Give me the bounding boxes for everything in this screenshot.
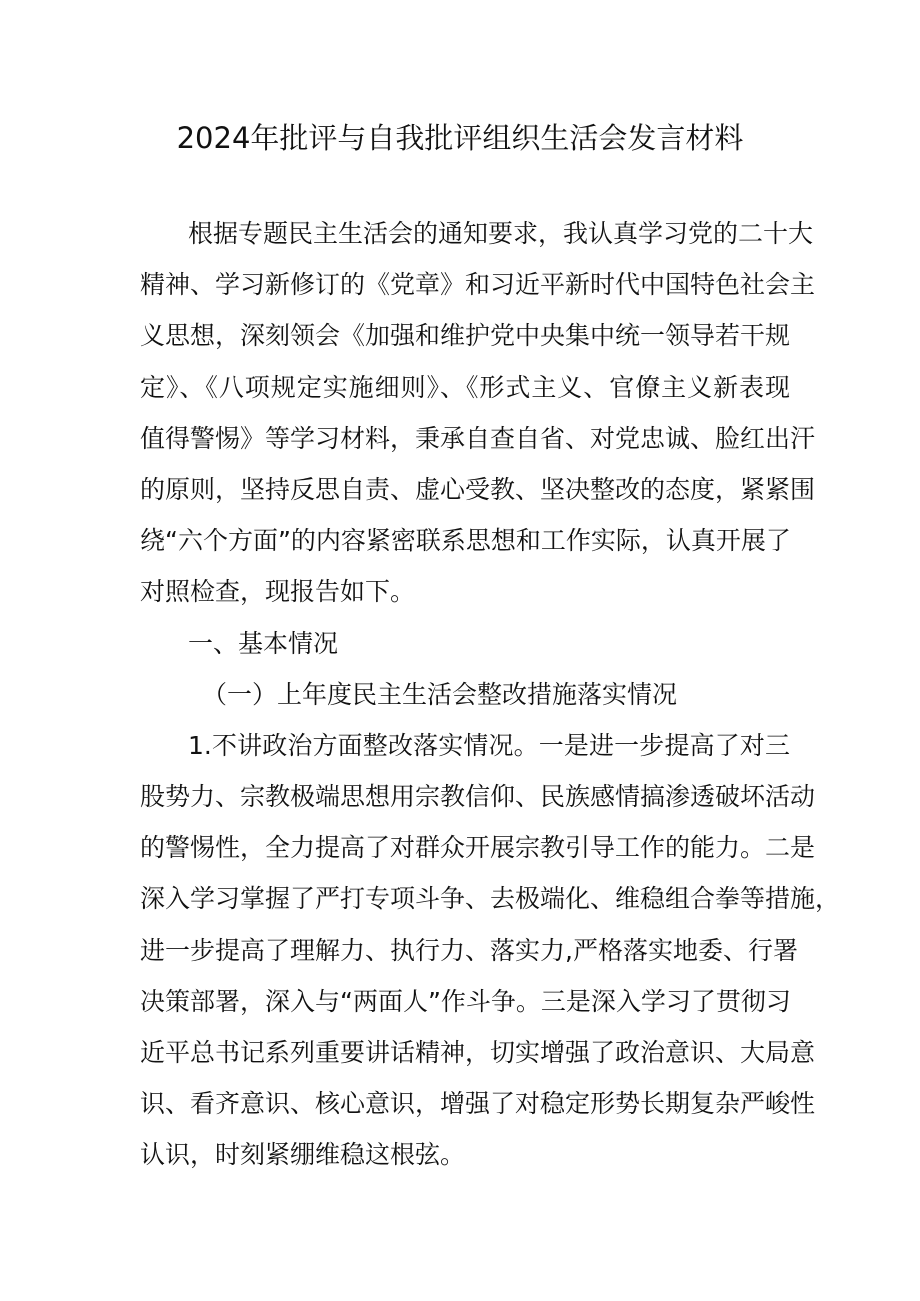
paragraph-line: 认识，时刻紧绷维稳这根弦。 — [140, 1140, 466, 1170]
paragraph-line: 精神、学习新修订的《党章》和习近平新时代中国特色社会主 — [140, 270, 816, 300]
paragraph-line: 进一步提高了理解力、执行力、落实力,严格落实地委、行署 — [140, 935, 798, 965]
paragraph-line: 股势力、宗教极端思想用宗教信仰、民族感情搞渗透破坏活动 — [140, 782, 816, 812]
paragraph-line: 的原则，坚持反思自责、虚心受教、坚决整改的态度，紧紧围 — [140, 474, 816, 504]
paragraph-line: 根据专题民主生活会的通知要求，我认真学习党的二十大 — [188, 219, 814, 248]
paragraph-line: 对照检查，现报告如下。 — [140, 577, 416, 607]
paragraph-line: 的警惕性，全力提高了对群众开展宗教引导工作的能力。二是 — [140, 833, 816, 863]
paragraph-line: 绕“六个方面”的内容紧密联系思想和工作实际，认真开展了 — [140, 526, 791, 556]
paragraph-line: 义思想，深刻领会《加强和维护党中央集中统一领导若干规 — [140, 321, 791, 351]
paragraph-line: 近平总书记系列重要讲话精神，切实增强了政治意识、大局意 — [140, 1038, 816, 1067]
paragraph-line: 1.不讲政治方面整改落实情况。一是进一步提高了对三 — [188, 730, 790, 760]
section-heading: 一、基本情况 — [188, 628, 339, 658]
paragraph-line: 深入学习掌握了严打专项斗争、去极端化、维稳组合拳等措施， — [140, 884, 841, 914]
document-title: 2024年批评与自我批评组织生活会发言材料 — [176, 121, 744, 155]
paragraph-line: 识、看齐意识、核心意识，增强了对稳定形势长期复杂严峻性 — [140, 1089, 816, 1119]
document-body — [140, 208, 841, 1181]
subsection-heading: （一）上年度民主生活会整改措施落实情况 — [202, 679, 678, 709]
paragraph-line: 定》、《八项规定实施细则》、《形式主义、官僚主义新表现 — [140, 372, 790, 402]
paragraph-line: 决策部署，深入与“两面人”作斗争。三是深入学习了贯彻习 — [140, 986, 791, 1016]
paragraph-line: 值得警惕》等学习材料，秉承自查自省、对党忠诚、脸红出汗 — [140, 423, 816, 453]
